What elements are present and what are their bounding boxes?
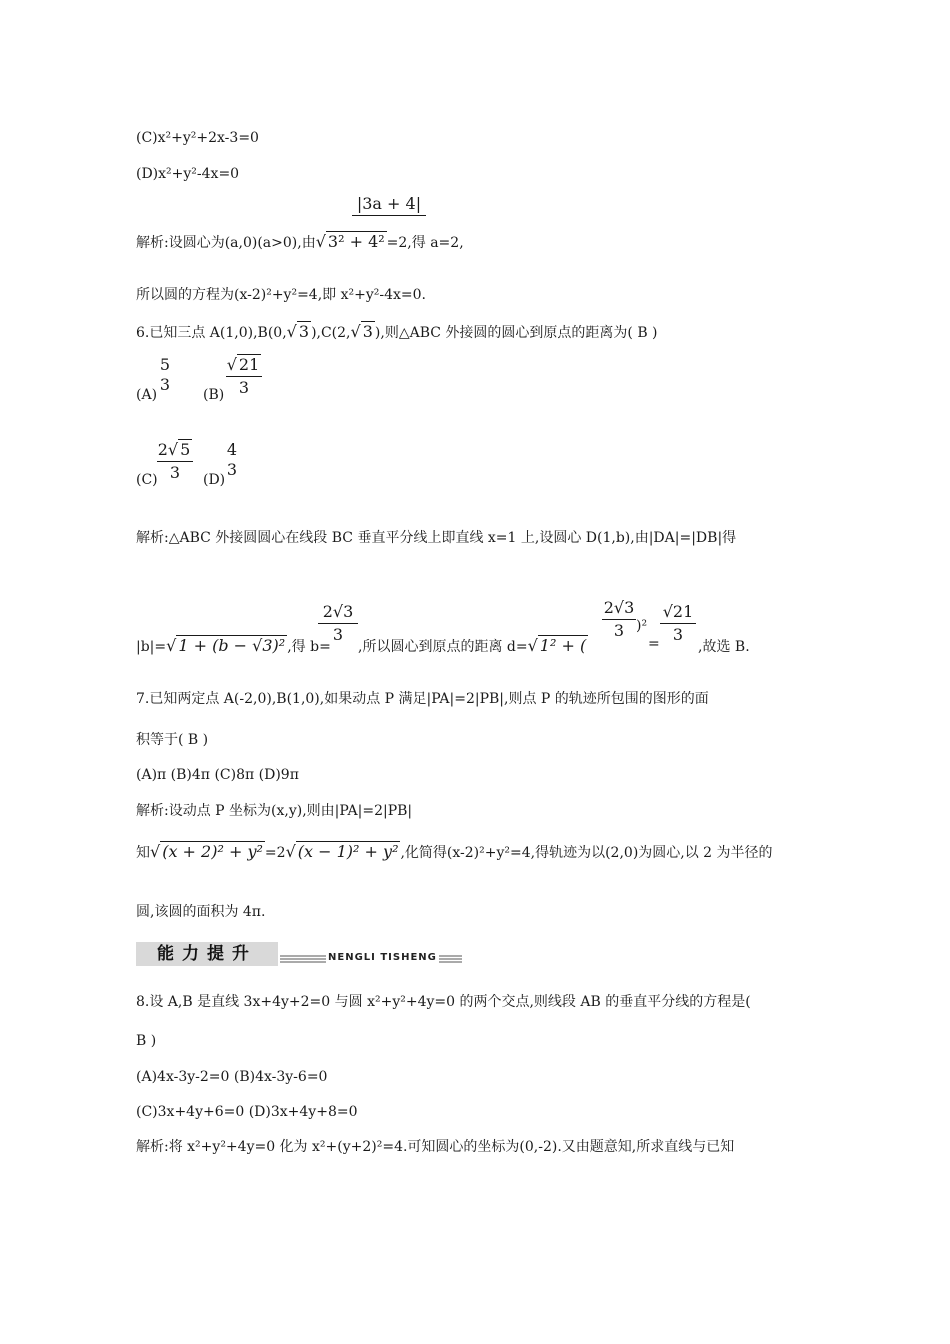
frac-num: 4	[226, 440, 238, 459]
q8-stem-line2: B )	[136, 1033, 157, 1049]
coef: 2	[157, 440, 168, 459]
sqrt-3: √ 3	[350, 322, 373, 341]
q6-option-c-frac	[157, 440, 193, 483]
q6-stem	[136, 322, 658, 343]
q5-frac-num: |3a + 4|	[356, 194, 422, 213]
q6-stem-c: ),则△ABC 外接圆的圆心到原点的距离为( B )	[374, 325, 658, 341]
q5-solution-line1	[136, 232, 464, 253]
q7-stem-line2: 积等于( B )	[136, 732, 209, 748]
q7-solution-line1: 解析:设动点 P 坐标为(x,y),则由|PA|=2|PB|	[136, 803, 413, 819]
q6-sq: )²	[636, 618, 648, 634]
frac-den: 3	[226, 460, 238, 479]
text: ,化简得(x-2)²+y²=4,得轨迹为以(2,0)为圆心,以 2 为半径的	[400, 845, 773, 861]
q6-conclusion: ,故选 B.	[698, 639, 750, 655]
q8-options-row2: (C)3x+4y+6=0 (D)3x+4y+8=0	[136, 1104, 358, 1120]
sqrt: √ (x + 2)² + y²	[150, 842, 263, 861]
sqrt-3-rad: 3	[362, 322, 373, 341]
q6-option-a-frac	[157, 355, 173, 395]
frac-num: 2√3	[322, 602, 354, 621]
fraction-bar	[226, 376, 262, 377]
text: 知	[136, 845, 150, 861]
q5-fraction	[352, 194, 426, 217]
sqrt: √ (x − 1)² + y²	[285, 842, 399, 861]
q6-stem-b: ),C(2,	[311, 325, 351, 341]
frac-num: 5	[159, 355, 171, 374]
sqrt: √ 5	[167, 440, 191, 459]
q8-stem-line1: 8.设 A,B 是直线 3x+4y+2=0 与圆 x²+y²+4y=0 的两个交点,则线段 AB 的垂直平分线的方程是(	[136, 994, 751, 1010]
frac-num	[157, 440, 193, 460]
q6-option-c-label: (C)	[136, 472, 158, 488]
text: ,所以圆心到原点的距离 d=	[358, 639, 528, 655]
q7-stem-line1: 7.已知两定点 A(-2,0),B(1,0),如果动点 P 满足|PA|=2|PB|,则点 P 的轨迹所包围的图形的面	[136, 691, 709, 707]
q5-frac-den: 3² + 4²	[327, 232, 385, 251]
fraction-bar	[352, 215, 426, 216]
q7-solution-line2	[136, 842, 773, 863]
q6-option-d-label: (D)	[203, 472, 226, 488]
q5-sqrt: √ 3² + 4²	[315, 232, 385, 251]
q6-stem-a: 6.已知三点 A(1,0),B(0,	[136, 325, 287, 341]
sqrt-rad: (x − 1)² + y²	[297, 842, 399, 861]
q8-options-row1: (A)4x-3y-2=0 (B)4x-3y-6=0	[136, 1069, 328, 1085]
fraction-bar	[157, 461, 193, 462]
section-banner: 能力提升	[136, 942, 278, 966]
q6-inner-frac	[602, 598, 636, 641]
frac-num: √21	[662, 602, 694, 621]
frac-den: 3	[672, 625, 684, 644]
q6-eq: =	[648, 636, 660, 652]
fraction-bar	[318, 623, 358, 624]
q6-option-d-frac	[224, 440, 240, 480]
frac-den: 3	[238, 378, 250, 397]
sqrt-rad: 1 + (b − √3)²	[178, 636, 286, 655]
sqrt-rad: 5	[180, 440, 191, 459]
q6-solution-line2a	[136, 636, 331, 656]
q6-option-a-label: (A)	[136, 387, 158, 403]
fraction-bar	[660, 623, 696, 624]
q6-option-b-frac	[226, 355, 262, 398]
frac-den: 3	[159, 375, 171, 394]
frac-den: 3	[613, 621, 625, 640]
sqrt-3-rad: 3	[298, 322, 310, 341]
frac-den: 3	[332, 625, 344, 644]
q5-solution-line2: 所以圆的方程为(x-2)²+y²=4,即 x²+y²-4x=0.	[136, 287, 426, 303]
sqrt: √ 1² + (	[527, 636, 587, 655]
frac-num: √ 21	[226, 355, 260, 374]
sqrt-rad: 1² + (	[539, 636, 587, 655]
sqrt-rad: (x + 2)² + y²	[162, 842, 263, 861]
text: ,得 b=	[287, 639, 331, 655]
option-c: (C)x²+y²+2x-3=0	[136, 130, 259, 146]
sqrt-3: √ 3	[286, 322, 310, 341]
q6-solution-line1: 解析:△ABC 外接圆圆心在线段 BC 垂直平分线上即直线 x=1 上,设圆心 D(1,b),由|DA|=|DB|得	[136, 530, 737, 546]
fraction-bar	[602, 619, 636, 620]
q5-sol-text-a: 解析:设圆心为(a,0)(a>0),由	[136, 235, 316, 251]
text: =2	[264, 845, 286, 861]
sqrt-rad: 21	[238, 355, 260, 374]
section-banner-pinyin: NENGLI TISHENG	[328, 952, 437, 963]
q6-option-b-label: (B)	[203, 387, 225, 403]
q7-options: (A)π (B)4π (C)8π (D)9π	[136, 767, 299, 783]
q6-solution-line2b	[358, 636, 588, 656]
frac-den: 3	[169, 463, 181, 482]
q7-solution-line3: 圆,该圆的面积为 4π.	[136, 904, 266, 920]
text: |b|=	[136, 639, 167, 655]
q5-sol-text-b: =2,得 a=2,	[386, 235, 464, 251]
sqrt: √ 1 + (b − √3)²	[166, 636, 286, 655]
option-d: (D)x²+y²-4x=0	[136, 166, 240, 182]
frac-num: 2√3	[603, 598, 635, 617]
q6-result-frac	[660, 602, 696, 645]
q8-solution-line1: 解析:将 x²+y²+4y=0 化为 x²+(y+2)²=4.可知圆心的坐标为(0,-2).又由题意知,所求直线与已知	[136, 1139, 735, 1155]
